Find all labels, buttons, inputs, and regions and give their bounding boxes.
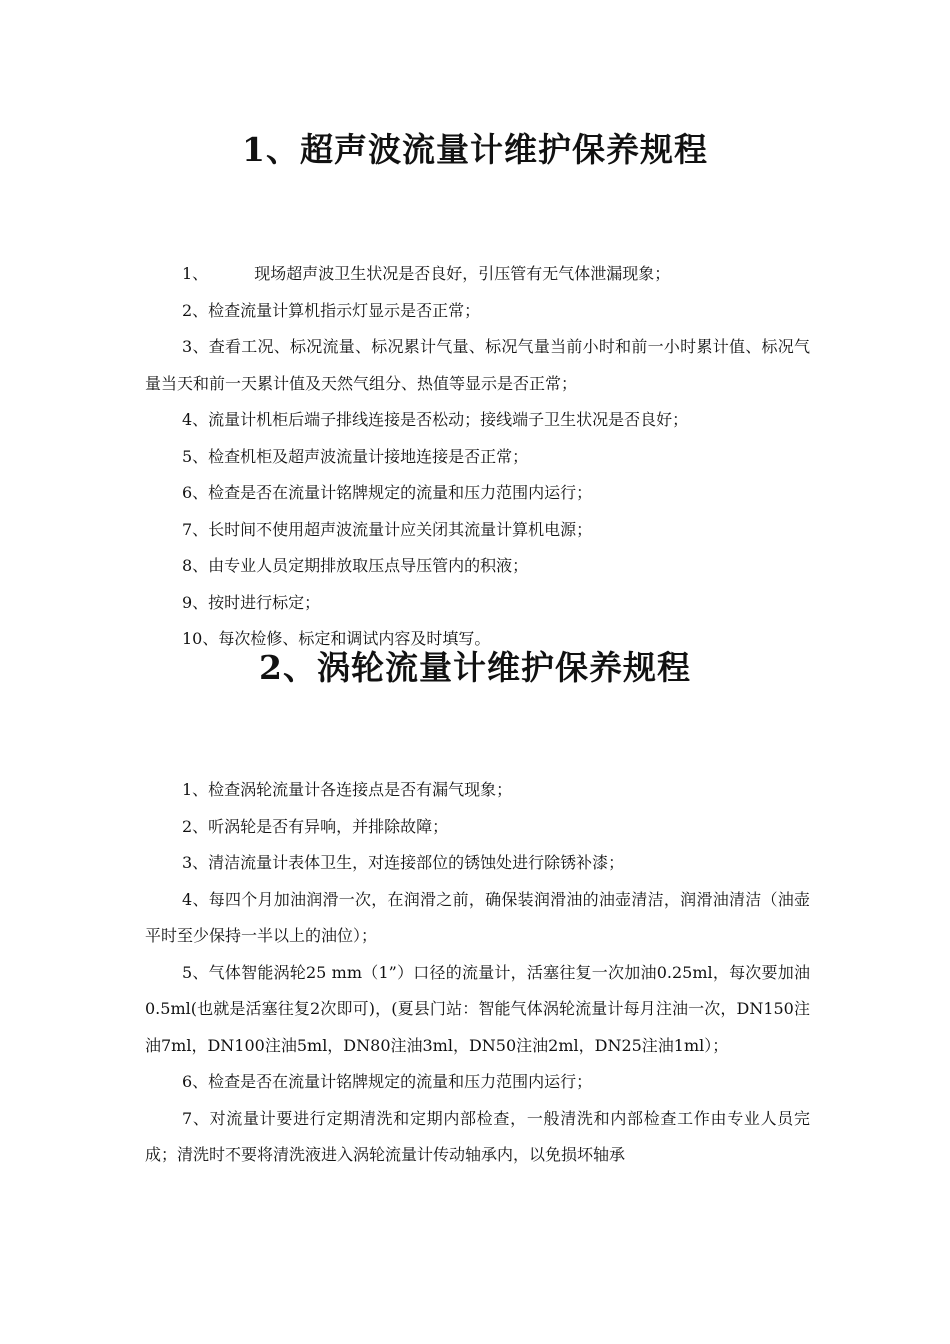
list-item: 7、对流量计要进行定期清洗和定期内部检查，一般清洗和内部检查工作由专业人员完成；清洗时不要将清洗液进入涡轮流量计传动轴承内，以免损坏轴承 <box>145 1108 810 1164</box>
list-item: 4、流量计机柜后端子排线连接是否松动；接线端子卫生状况是否良好； <box>182 410 689 429</box>
list-item: 5、气体智能涡轮25 mm（1”）口径的流量计，活塞往复一次加油0.25ml，每次要加油0.5ml(也就是活塞往复2次即可)，(夏县门站：智能气体涡轮流量计每月注油一次，DN150注油7ml，DN100注油5ml，DN80注油3ml，DN50注油2ml，DN25注油1ml）； <box>145 962 810 1055</box>
list-item: 2、检查流量计算机指示灯显示是否正常； <box>182 300 481 320</box>
list-item-text: 现场超声波卫生状况是否良好，引压管有无气体泄漏现象； <box>254 264 671 283</box>
list-item: 2、听涡轮是否有异响，并排除故障； <box>182 816 449 836</box>
list-item: 6、检查是否在流量计铭牌规定的流量和压力范围内运行； <box>182 483 593 502</box>
list-item: 9、按时进行标定； <box>182 592 321 612</box>
section1-title: 1、超声波流量计维护保养规程 <box>242 130 708 169</box>
list-item: 8、由专业人员定期排放取压点导压管内的积液； <box>182 556 529 575</box>
list-item: 1、检查涡轮流量计各连接点是否有漏气现象； <box>182 780 513 799</box>
section1-list <box>145 256 810 658</box>
section2-list <box>145 772 810 1174</box>
list-item-number: 1、 <box>182 264 209 283</box>
list-item <box>145 256 810 293</box>
list-item: 10、每次检修、标定和调试内容及时填写。 <box>182 629 491 648</box>
list-item: 6、检查是否在流量计铭牌规定的流量和压力范围内运行； <box>182 1072 593 1091</box>
section2-title: 2、涡轮流量计维护保养规程 <box>259 648 691 687</box>
list-item: 7、长时间不使用超声波流量计应关闭其流量计算机电源； <box>182 519 593 539</box>
list-item: 3、清洁流量计表体卫生，对连接部位的锈蚀处进行除锈补漆； <box>182 853 625 872</box>
list-item: 4、每四个月加油润滑一次，在润滑之前，确保装润滑油的油壶清洁，润滑油清洁（油壶平时至少保持一半以上的油位）； <box>145 889 810 945</box>
list-item: 5、检查机柜及超声波流量计接地连接是否正常； <box>182 446 529 466</box>
list-item: 3、查看工况、标况流量、标况累计气量、标况气量当前小时和前一小时累计值、标况气量当天和前一天累计值及天然气组分、热值等显示是否正常； <box>145 337 810 393</box>
